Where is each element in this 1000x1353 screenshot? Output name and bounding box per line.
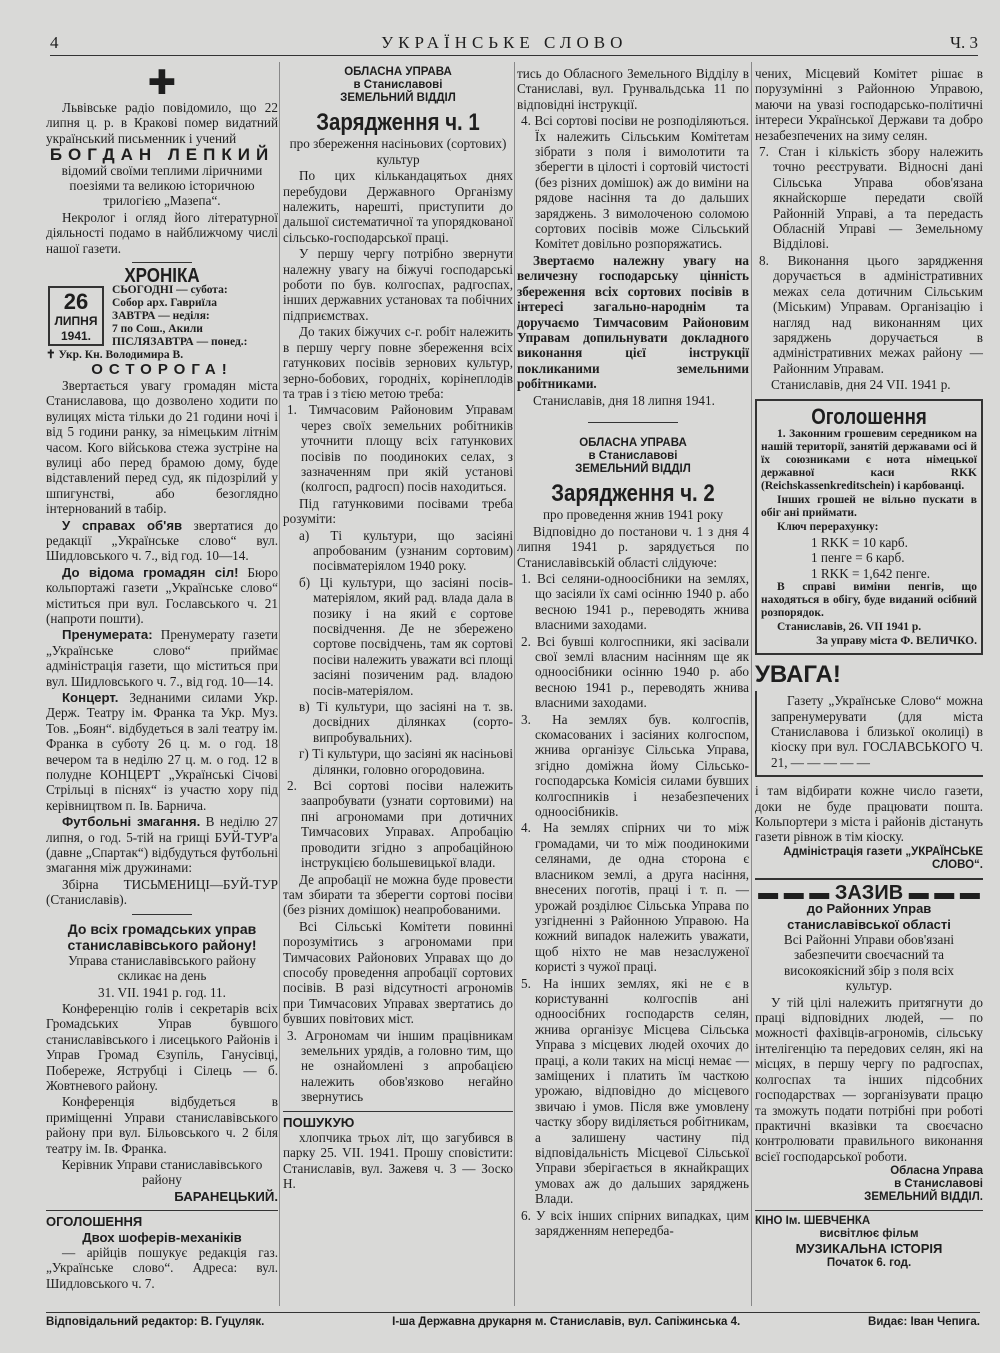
list-item: 1. Тимчасовим Районовим Управам через своїх земельних робітників уточнити площу всіх гатункових посівів по поодиноких селах, з зазначенням при якій установі (колгосп, радгосп) посів находиться. [287, 402, 513, 495]
org-department: ЗЕМЕЛЬНИЙ ВІДДІЛ [575, 462, 691, 475]
notice-heading: ОГОЛОШЕННЯ [46, 1214, 143, 1230]
decree-2-title: Зарядження ч. 2 [551, 479, 715, 507]
ads-lead: У справах об'яв [62, 517, 183, 533]
notice-title: Оголошення [811, 403, 927, 429]
cross-icon: ✚ [147, 63, 177, 103]
date-year: 1941. [60, 329, 92, 344]
notice-text: В справі виміни пенгів, що находяться в обігу, буде виданий осібний розпорядок. [761, 581, 977, 620]
divider [132, 262, 192, 263]
column-2 [283, 66, 513, 1193]
paragraph: Відповідно до постанови ч. 1 з дня 4 липня 1941 р. зарядується по Станиславівській області слідуюче: [517, 523, 749, 570]
cinema-sub: висвітлює фільм [819, 1228, 919, 1241]
org-name: ОБЛАСНА УПРАВА [344, 66, 452, 78]
search-text: хлопчика трьох літ, що загубився в парку 25. VII. 1941. Прошу сповістити: Станиславів, вул. Зажевя ч. 3 — Зоско Н. [283, 1130, 513, 1192]
divider [132, 914, 192, 915]
notice-subheading: Двох шоферів-механіків [82, 1229, 242, 1245]
subscription-lead: Пренумерата: [62, 627, 153, 643]
org-city: в Станиславові [588, 449, 678, 462]
chronicle-heading: ХРОНІКА [124, 265, 200, 288]
org-city: в Станиславові [353, 79, 443, 91]
list-item: г) Ті культури, що засіяні як насіньові ділянки, головно огородовина. [299, 746, 513, 777]
decree-2-date: Станиславів, дня 24 VII. 1941 р. [771, 377, 951, 393]
villages-text: Бюро кольпортажі газети „Українське слово“ міститься при вул. Гославського ч. 21 (напроти пошти). [46, 564, 278, 626]
column-divider [514, 62, 515, 1306]
bold-paragraph: Звертаємо належну увагу на величезну господарську цінність збереження всіх сортових посівів в інтересі загально-народнім та доручаємо Тимчасовим Районовим Управам допильнувати докладного виконання цієї інструкції покликаними земельними робітниками. [517, 252, 749, 392]
after-text: ✝ Укр. Кн. Володимира В. [46, 349, 184, 362]
call-title: ▬ ▬ ▬ ЗАЗИВ ▬ ▬ ▬ [758, 881, 980, 904]
list-item: 2. Всі бувші колгоспники, які засівали свої землі власним насінням ще як одноосібники осінню 1940 р. або весною 1941 р., переводять жнива власними заходами. [521, 633, 749, 711]
attention-text-2: і там відбирати кожне число газети, доки не буде працювати пошта. Кольпортери з міста і районів дістануть газети рівнож в тім кіоску. [755, 783, 983, 845]
rate: 1 RKK = 1,642 пенге. [811, 565, 931, 581]
warning-text: Звертається увагу громадян міста Станиславова, що дозволено ходити по вулицях міста тільки до 21 години ночі і від 5 години ранку, за німецьким літнім часом. Кого військова стежа зустріне на вулиці або перед брамою дому, буде відставлений перед суд, як підозрілий у шпигунстві, або безоглядно інтернований в табір. [46, 377, 278, 517]
football-text: В неділю 27 липня, о год. 5-тій на грищі БУЙ-ТУР'а (давне „Спартак“) відбудуться футбольні змагання між дружинами: [46, 814, 278, 876]
column-divider [751, 62, 752, 1306]
printer: І-ша Державна друкарня м. Станиславів, вул. Сапіжинська 4. [392, 1316, 741, 1328]
concert-text: Зеднаними силами Укр. Держ. Театру ім. Франка та Укр. Муз. Тов. „Боян“. відбудеться в залі театру ім. Франка в суботу 26 ц. м. о год. 18 вечером та в неділю 27 ц. м. о год. 12 в полудне КОНЦЕРТ „Українські Січові Стрільці в піснях“ із участю хору під керівництвом п. Ів. Барнича. [46, 690, 278, 813]
masthead [50, 34, 978, 56]
subscription-text: Пренумерату газети „Українське слово“ приймає адміністрація газети, що міститься при вул. Шидловського ч. 7., від год. 10—14. [46, 627, 278, 689]
councils-signature: БАРАНЕЦЬКИЙ. [174, 1188, 278, 1204]
page-number: 4 [50, 33, 59, 52]
paragraph: Всі Сільські Комітети повинні порозумітись з агрономами при Тимчасових Районових Управах що до способу проведення апробації сортових посівів. В разі відсутності агрономів при Тимчасових Управах звертатись до бувших повітових міст. [283, 918, 513, 1027]
attention-text: Газету „Українське Слово“ можна запренумерувати (для міста Станиславова і близької околиці) в кіоску при вул. ГОСЛАВСЬКОГО Ч. 21, — — — — — [771, 693, 983, 770]
cinema-film: МУЗИКАЛЬНА ІСТОРІЯ [795, 1241, 943, 1257]
ads-notice [46, 518, 278, 564]
obituary-intro: Львівське радіо повідомило, що 22 липня ц. р. в Кракові помер видатний український письменник і учений [46, 100, 278, 146]
football-notice [46, 814, 278, 876]
divider [588, 422, 678, 423]
chronicle-calendar [46, 284, 278, 362]
notice-text: Інших грошей не вільно пускати в обіг ані приймати. [761, 493, 977, 519]
councils-text-3: Конференція відбудеться в приміщенні Управи станиславівського району при вул. Більовського ч. 2 біля театру ім. Ів. Франка. [46, 1094, 278, 1156]
councils-date: 31. VII. 1941 р. год. 11. [98, 984, 226, 1000]
list-item: 4. Всі сортові посіви не розподіляються. Їх належить Сільським Комітетам зібрати з поля і вимолотити та зберегти в цілості і сортовій чистості (без різних домішок) аж до виміни на рядове насіння та до дальших заряджень. З вимолоченою соломою сортових посівів може Сільський Комітет довільно розпоряжатись. [521, 113, 749, 252]
column-3 [517, 66, 749, 1239]
date-month: ЛИПНЯ [54, 314, 98, 329]
decree-1-date: Станиславів, дня 18 липня 1941. [533, 392, 715, 408]
list-item: 8. Виконання цього зарядження доручається в адміністративних межах села дотичним Сільським (Міським) Управам. Організацію і нагляд над виконанням цих заряджень доручається в адміністративних межах району — Районним Управам. [759, 252, 983, 376]
notice-date: Станиславів, 26. VII 1941 р. [777, 621, 922, 634]
issue-number: Ч. 3 [949, 33, 978, 52]
list-item: 1. Всі селяни-одноосібники на землях, що засіяли їх самі осінню 1940 р. або весною 1941 р., переводять жнива власними заходами. [521, 570, 749, 633]
tomorrow-label: ЗАВТРА — неділя: [112, 310, 210, 323]
today-label: СЬОГОДНІ — субота: [112, 284, 228, 297]
call-subtitle: до Районних Управ станиславівської області [787, 901, 951, 932]
councils-signature-title: Керівник Управи станиславівського району [61, 1156, 263, 1188]
list-item: 7. Стан і кількість збору належить точно реєструвати. Відносні дані Сільська Управа обов'язана якнайскорше передати своїй Районній Управі, а та передасть Обласній Управі — Земельному Відділові. [759, 144, 983, 252]
paragraph: тись до Обласного Земельного Відділу в Станиславі, вул. Грунвальдська 11 по відповідні інструкції. [517, 66, 749, 112]
list-item: 3. Агрономам чи іншим працівникам земельних урядів, а головно тим, що не ознайомлені з апробацією належить обов'язково негайно звернутись [287, 1027, 513, 1105]
currency-notice [755, 399, 983, 656]
decree-1-title: Зарядження ч. 1 [316, 109, 480, 136]
column-divider [279, 62, 280, 1306]
notice-text: — арійців пошукує редакція газ. „Українське слово“. Адреса: вул. Шидловського ч. 7. [46, 1245, 278, 1291]
rate: 1 RKK = 10 карб. [811, 534, 908, 550]
paragraph: До таких біжучих с-г. робіт належить в першу чергу повне збереження всіх гатункових посівів зернових культур, зерно-бобових, городніх, корінеплодів та трав і з тією метою треба: [283, 324, 513, 401]
call-text-2: У тій цілі належить притягнути до праці відповідних людей, — по можності фахівців-агрономів, сільську інтелігенцію та передових селян, які на місцях, в першу чергу по радгоспах, колгоспах та інших підсобних господарствах — зорганізувати працю та зможуть подати потрібні при роботі практичні вказівки та своєчасно контролювати правильного виконання всієї господарської роботи. [755, 994, 983, 1164]
list-item: б) Ці культури, що засіяні посів-матеріялом, який рад. влада дала в позику і на який є сортове посвідчення. Де не збережено сортове посвідчень, там як сортові посіви належить уважати всі площі засіяні позиченим рад. владою посів-матеріялом. [299, 574, 513, 698]
notice-text: 1. Законним грошевим середником на нашій території, занятій державами осі й їх союзниками є нота німецької державної каси RKK (Reichskassenkreditschein) і карбованці. [761, 427, 977, 492]
decree-2-subtitle: про проведення жнив 1941 року [542, 507, 724, 523]
column-4 [755, 66, 983, 1270]
call-text: Всі Районні Управи обов'язані забезпечити своєчасний та високоякісний збір з поля всіх культур. [783, 932, 955, 994]
attention-title: УВАГА! [755, 661, 841, 689]
attention-box [755, 691, 983, 777]
list-item: в) Ті культури, що засіяні на т. зв. досвідних ділянках (сорто-випробувальних). [299, 699, 513, 745]
obituary-note: Некролог і огляд його літературної діяльності подамо в найближчому числі нашої газети. [46, 209, 278, 256]
decree-1-subtitle: про збереження насіньових (сортових) культур [289, 136, 507, 167]
org-department: ЗЕМЕЛЬНИЙ ВІДДІЛ [340, 92, 456, 104]
signature-line: в Станиславові [894, 1178, 983, 1191]
paragraph: По цих кількандацятьох днях перебудови Державного Організму належить, нарешті, приступити до дальшої систематичної та упорядкованої сільсько-господарської праці. [283, 168, 513, 245]
list-item: 5. На інших землях, які не є в користуванні колгоспів ані одноосібних господарств селян, жнива організує Місцева Сільська Управа з місцевих людей охочих до праці, а коли таких на місці немає — заміщених і платить їм часткою урожаю, відповідно до місцевого звичаю і умов. Після вже умовлену частку збору виділяється робітникам, а залишену частину під відповідальність Місцевої Сільської Управи зберігається в якнайкращих умовах аж до дальших заряджень Влади. [521, 975, 749, 1207]
notice-text: Ключ перерахунку: [777, 520, 879, 533]
exchange-rates [761, 535, 977, 581]
date-box [48, 286, 104, 346]
councils-text-2: Конференцію голів і секретарів всіх Громадських Управ бувшого станиславівського і лисецького Районів і Управ Громад Єзупіль, Ганусівці, Побереже, Яструбці і Сілець — б. Жовтневого району. [46, 1000, 278, 1093]
list-item: 3. На землях був. колгоспів, скомасованих і засіяних колгоспом, жнива організує Сільська Управа, згідно доміжна йому Сільсько-господарська Комісія силами бувших колгоспників і незабезпечених одноосібників. [521, 711, 749, 820]
cinema-name: КІНО Ім. ШЕВЧЕНКА [755, 1215, 871, 1228]
today-text: Собор арх. Гавриїла [112, 297, 218, 310]
paragraph: Під гатунковими посівами треба розуміти: [283, 495, 513, 527]
attention-signature: Адміністрація газети „УКРАЇНСЬКЕ СЛОВО“. [783, 845, 983, 871]
editor: Відповідальний редактор: В. Гуцуляк. [46, 1316, 265, 1328]
concert-lead: Концерт. [62, 690, 119, 705]
list-item: 6. У всіх інших спірних випадках, цим зарядженням непередба- [521, 1207, 749, 1239]
paragraph: Де апробації не можна буде провести там збирати та зберегти сортові посіви (без різних домішок) неапробованими. [283, 871, 513, 918]
signature-line: Обласна Управа [890, 1165, 983, 1178]
ads-text: звертатися до редакції „Українське слово“ вул. Шидловського ч. 7., від год. 10—14. [46, 517, 278, 564]
councils-text: Управа станиславівського району скликає на день [68, 952, 256, 984]
rate: 1 пенге = 6 карб. [811, 550, 905, 566]
publisher: Видає: Іван Чепига. [868, 1316, 980, 1328]
list-item: 4. На землях спірних чи то між громадами, чи то між поодинокими селянами, де одна сторона є власником землі, а друга насіння, внесених поготів, праці і т. п. — урожай розділює Сільська Управа по узгідненні з Районною Управою. На кожний випадок належить уважати, щоб ніхто не мав незаслуженої користі з чужої праці. [521, 820, 749, 975]
signature-line: ЗЕМЕЛЬНИЙ ВІДДІЛ. [864, 1191, 983, 1204]
football-teams: Збірна ТИСЬМЕНИЦІ—БУЙ-ТУР (Станиславів). [46, 876, 278, 908]
paragraph: У першу чергу потрібно звернути належну увагу на біжучі господарські роботи по був. колгоспах, радгоспах, інших державних установах та побічних підприємствах. [283, 246, 513, 323]
list-item: а) Ті культури, що засіяні апробованим (узнаним сортовим) посівматеріялом 1940 року. [299, 527, 513, 574]
after-label: ПІСЛЯЗАВТРА — понед.: [112, 336, 248, 349]
call-signature [755, 1165, 983, 1204]
list-item: 2. Всі сортові посіви належить заапробувати (узнати сортовими) на пні агрономами при дотичних Тимчасових Управах. Апробацію проводити згідно з апробаційною інструкцією большевицької влади. [287, 778, 513, 871]
search-heading: ПОШУКУЮ [283, 1114, 355, 1130]
paragraph: чених, Місцевий Комітет рішає в порузумінні з Районною Управою, маючи на увазі господарсько-політичні інтереси Української Держави та добро незабезпечених на зиму селян. [755, 66, 983, 143]
football-lead: Футбольні змагання. [62, 814, 201, 830]
tomorrow-text: 7 по Сош., Акили [112, 323, 203, 336]
subscription-notice [46, 627, 278, 689]
concert-notice [46, 690, 278, 813]
warning-heading: ОСТОРОГА! [91, 361, 233, 379]
councils-heading: До всіх громадських управ станиславівського району! [67, 920, 257, 953]
column-1 [46, 63, 278, 1292]
villages-notice [46, 565, 278, 627]
date-day: 26 [63, 289, 89, 315]
org-name: ОБЛАСНА УПРАВА [579, 436, 687, 449]
obituary-text: відомий своїми теплими ліричними поезіями та великою історичною трилогією „Мазепа“. [61, 162, 263, 209]
obituary-name: БОГДАН ЛЕПКИЙ [49, 145, 275, 165]
notice-signature: За управу міста Ф. ВЕЛИЧКО. [816, 635, 977, 648]
villages-lead: До відома громадян сіл! [62, 564, 239, 580]
footer [46, 1312, 980, 1328]
newspaper-title: УКРАЇНСЬКЕ СЛОВО [381, 33, 628, 52]
cinema-time: Початок 6. год. [826, 1256, 912, 1269]
